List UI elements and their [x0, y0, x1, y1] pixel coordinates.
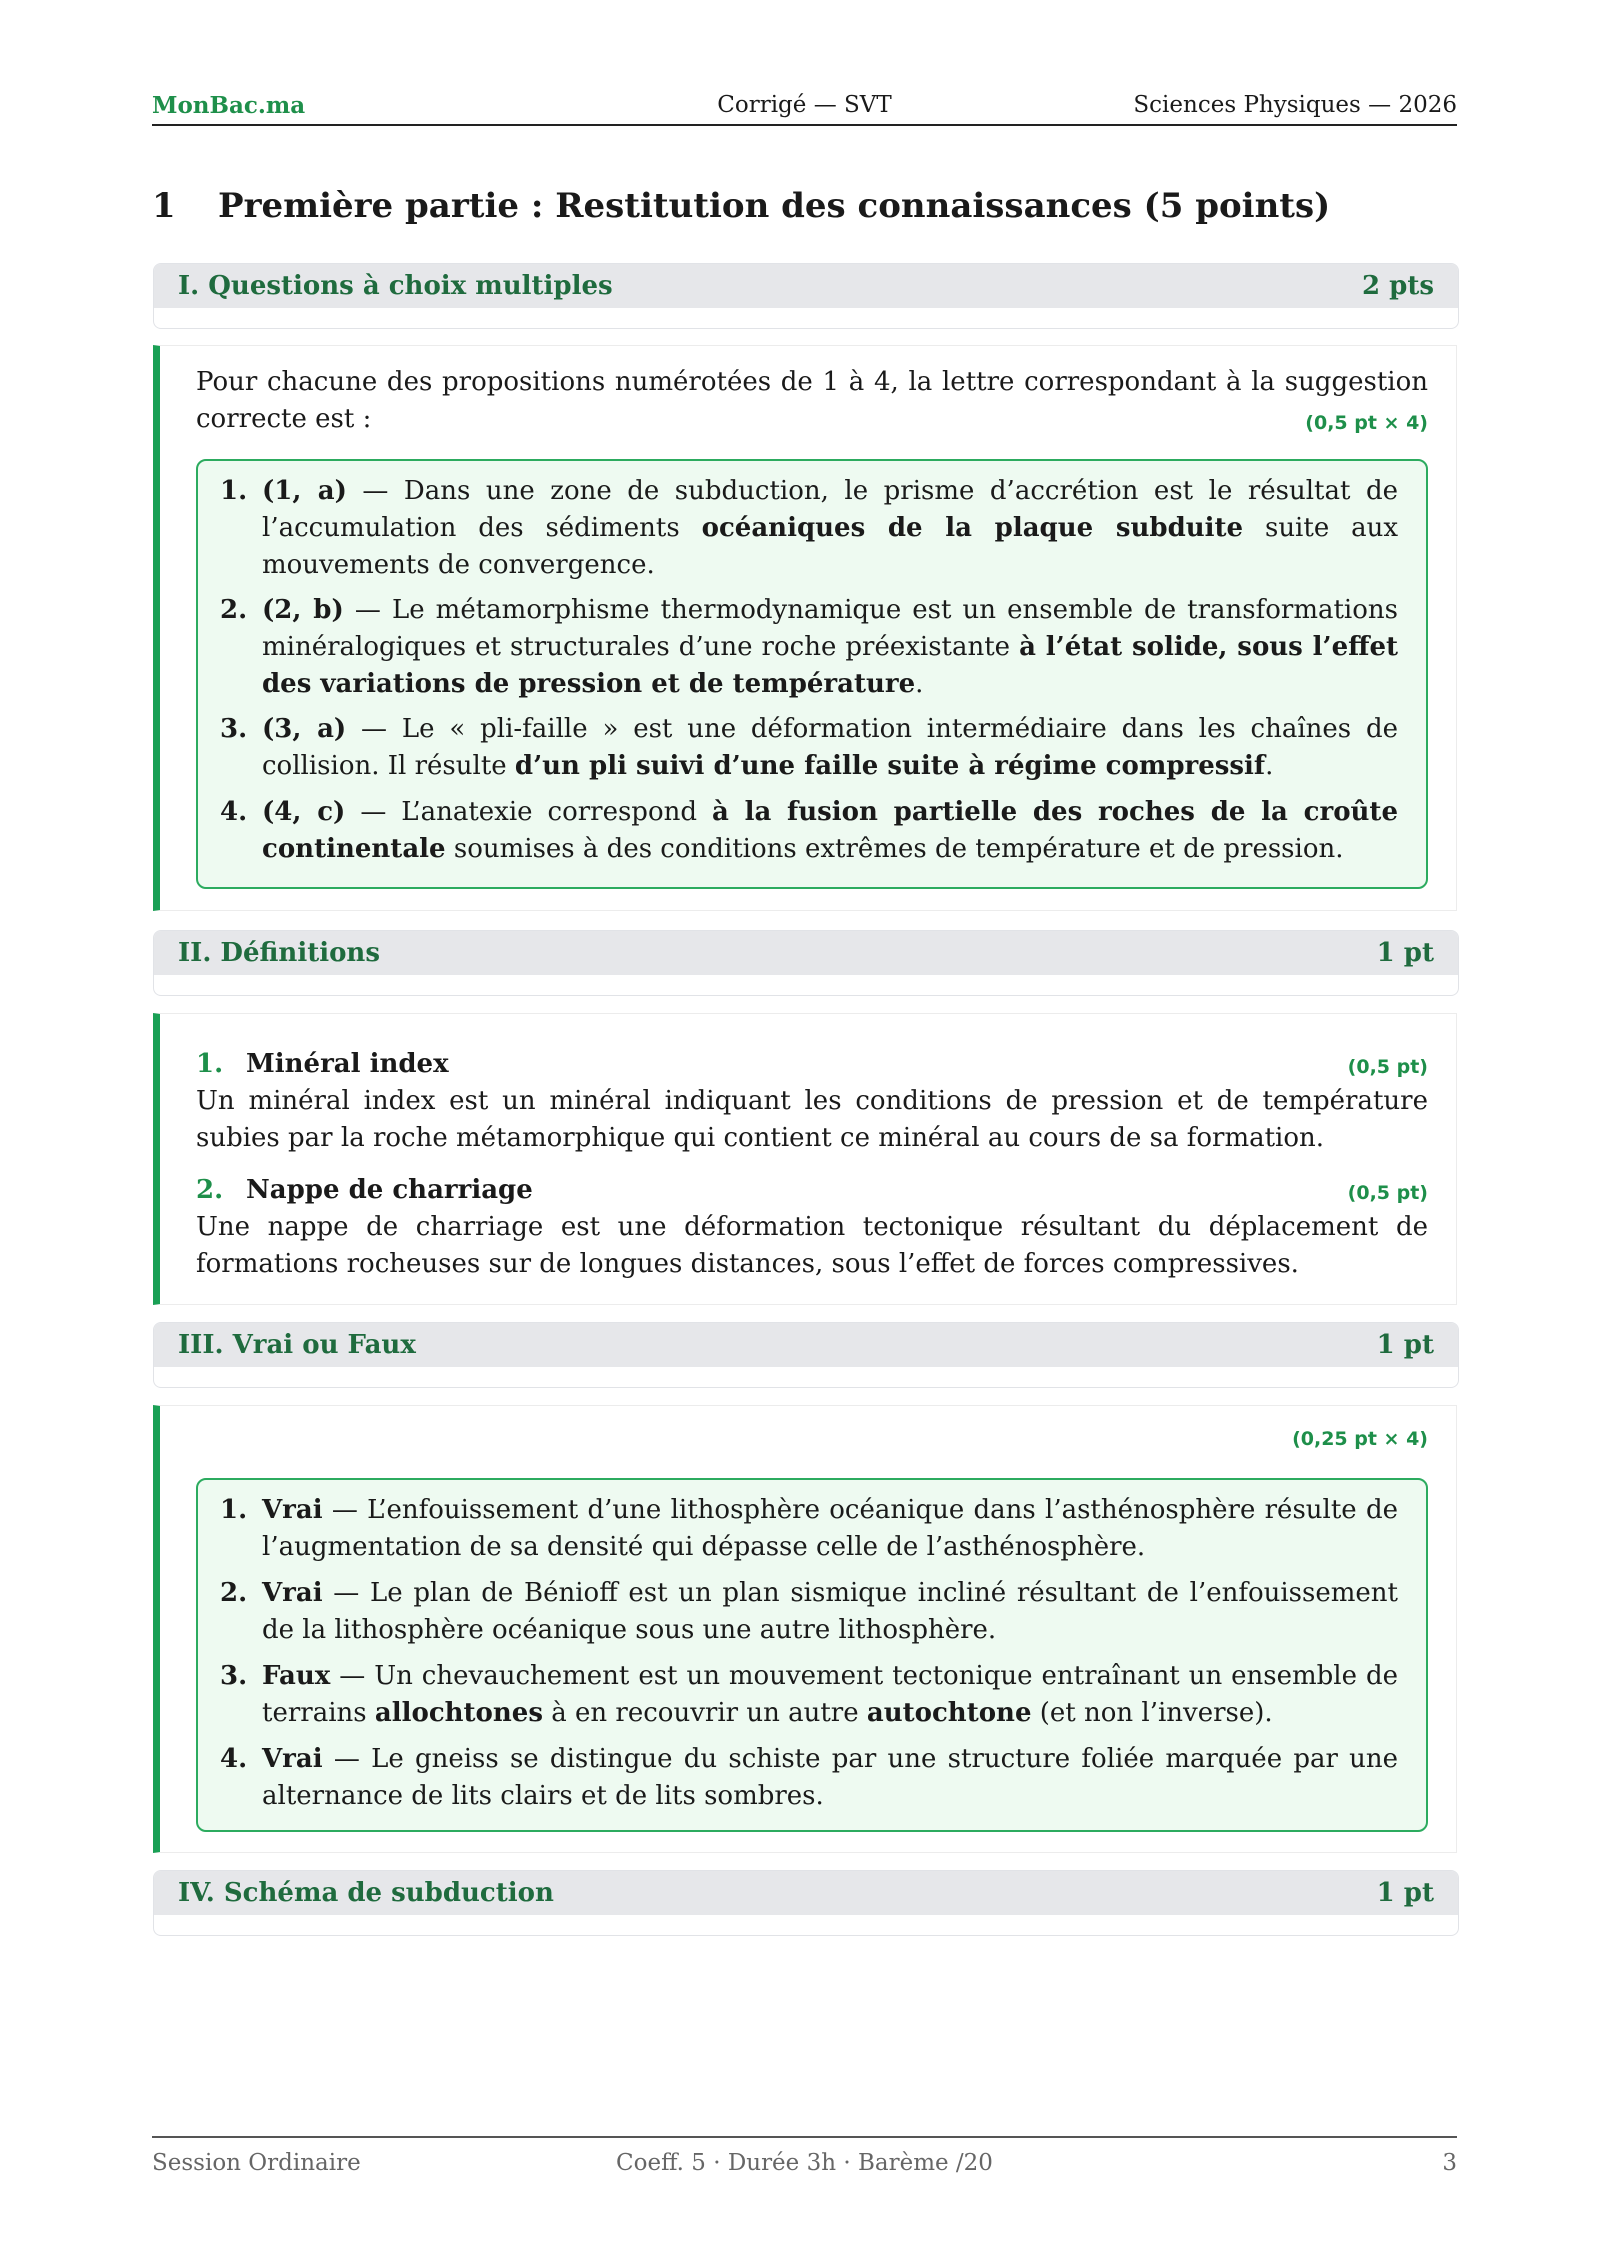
item-text: — Le plan de Bénioff est un plan sismique incliné résultant de l’enfouissement de la lithosphère océanique sous une autre lithosphère. [262, 1578, 1398, 1645]
item-key: (2, b) [262, 595, 344, 625]
item-number: 2. [196, 1175, 224, 1205]
footer-session: Session Ordinaire [152, 2150, 361, 2176]
section-number: 1 [152, 186, 176, 226]
item-key: (3, a) [262, 714, 347, 744]
item-number: 3. [220, 714, 248, 744]
item-number: 2. [220, 1578, 248, 1608]
item-emphasis: allochtones [374, 1698, 543, 1728]
item-text: — Dans une zone de subduction, le prisme d’accrétion est le résultat de l’accumulation des sédiments [262, 476, 1398, 543]
list-item [220, 1492, 1398, 1566]
subsection-points: 1 pt [1376, 938, 1434, 968]
definition-text: Une nappe de charriage est une déformation tectonique résultant du déplacement de formations rocheuses sur de longues distances, sous l’effet de forces compressives. [196, 1212, 1428, 1279]
list-item [220, 592, 1399, 703]
qcm-answer-box [196, 459, 1428, 889]
definition-item [196, 1172, 1428, 1283]
definition-scale: (0,5 pt) [1347, 1182, 1428, 1204]
definitions-panel [153, 1013, 1457, 1305]
subsection-bar-subduction [153, 1870, 1459, 1936]
item-text: — L’anatexie correspond [345, 797, 712, 827]
subsection-points: 2 pts [1362, 271, 1434, 301]
subsection-bar-qcm [153, 263, 1459, 329]
list-item [220, 1658, 1398, 1732]
item-text: — Le « pli-faille » est une déformation intermédiaire dans les chaînes de collision. Il résulte [262, 714, 1398, 781]
item-text: — Le gneiss se distingue du schiste par une structure foliée marquée par une alternance de lits clairs et de lits sombres. [262, 1744, 1398, 1811]
section-heading: Première partie : Restitution des connaissances (5 points) [218, 186, 1331, 226]
list-item [220, 1575, 1398, 1649]
page-number: 3 [1442, 2150, 1457, 2176]
item-text: — Un chevauchement est un mouvement tectonique entraînant un ensemble de terrains [262, 1661, 1398, 1728]
subsection-title: IV. Schéma de subduction [178, 1878, 554, 1908]
qcm-panel [153, 345, 1457, 911]
item-verdict: Faux [262, 1661, 331, 1691]
item-number: 1. [220, 476, 248, 506]
subsection-title: III. Vrai ou Faux [178, 1330, 416, 1360]
definition-term [196, 1046, 1428, 1083]
item-number: 1. [196, 1049, 224, 1079]
item-text-end: . [1265, 751, 1274, 781]
item-text-end: (et non l’inverse). [1031, 1698, 1273, 1728]
item-verdict: Vrai [262, 1578, 323, 1608]
item-emphasis: à la fusion partielle des roches de la croûte continentale [262, 797, 1398, 864]
list-item [220, 1741, 1398, 1815]
term-label: Minéral index [246, 1049, 449, 1079]
item-number: 4. [220, 1744, 248, 1774]
item-number: 1. [220, 1495, 248, 1525]
list-item [220, 794, 1398, 868]
item-text-end: suite aux mouvements de convergence. [262, 513, 1398, 580]
list-item [220, 711, 1398, 785]
item-number: 2. [220, 595, 248, 625]
definition-text: Un minéral index est un minéral indiquant les conditions de pression et de température subies par la roche métamorphique qui contient ce minéral au cours de sa formation. [196, 1086, 1428, 1153]
footer-exam-info: Coeff. 5 · Durée 3h · Barème /20 [616, 2150, 993, 2176]
item-text-mid: à en recouvrir un autre [543, 1698, 867, 1728]
subsection-title: II. Définitions [178, 938, 380, 968]
definition-term [196, 1172, 1428, 1209]
item-emphasis: à l’état solide, sous l’effet des variations de pression et de température [262, 632, 1399, 699]
header-series: Sciences Physiques — 2026 [1133, 92, 1457, 118]
item-key: (1, a) [262, 476, 347, 506]
item-number: 4. [220, 797, 248, 827]
page-header [152, 88, 1457, 126]
page-footer [152, 2136, 1457, 2198]
subsection-points: 1 pt [1376, 1330, 1434, 1360]
item-emphasis: autochtone [866, 1698, 1032, 1728]
item-number: 3. [220, 1661, 248, 1691]
subsection-bar-definitions [153, 930, 1459, 996]
item-emphasis: océaniques de la plaque subduite [701, 513, 1244, 543]
qcm-scale: (0,5 pt × 4) [1305, 412, 1428, 434]
item-key: (4, c) [262, 797, 346, 827]
qcm-intro: Pour chacune des propositions numérotées de 1 à 4, la lettre correspondant à la suggestion correcte est : [196, 367, 1428, 434]
subsection-bar-true-false [153, 1322, 1459, 1388]
header-subject: Corrigé — SVT [717, 92, 892, 118]
list-item [220, 473, 1398, 584]
subsection-title: I. Questions à choix multiples [178, 271, 613, 301]
definition-item [196, 1046, 1428, 1157]
section-title [152, 186, 1330, 226]
item-text-end: . [915, 669, 924, 699]
true-false-scale: (0,25 pt × 4) [1292, 1428, 1428, 1450]
brand-name[interactable]: MonBac.ma [152, 92, 306, 119]
item-verdict: Vrai [262, 1744, 323, 1774]
true-false-panel [153, 1405, 1457, 1853]
item-text-end: soumises à des conditions extrêmes de température et de pression. [445, 834, 1344, 864]
true-false-answer-box [196, 1478, 1428, 1832]
item-emphasis: d’un pli suivi d’une faille suite à régime compressif [514, 751, 1266, 781]
subsection-points: 1 pt [1376, 1878, 1434, 1908]
definition-scale: (0,5 pt) [1347, 1056, 1428, 1078]
item-text: — L’enfouissement d’une lithosphère océanique dans l’asthénosphère résulte de l’augmentation de sa densité qui dépasse celle de l’asthénosphère. [262, 1495, 1398, 1562]
term-label: Nappe de charriage [246, 1175, 533, 1205]
item-text: — Le métamorphisme thermodynamique est un ensemble de transformations minéralogiques et structurales d’une roche préexistante [262, 595, 1398, 662]
item-verdict: Vrai [262, 1495, 323, 1525]
